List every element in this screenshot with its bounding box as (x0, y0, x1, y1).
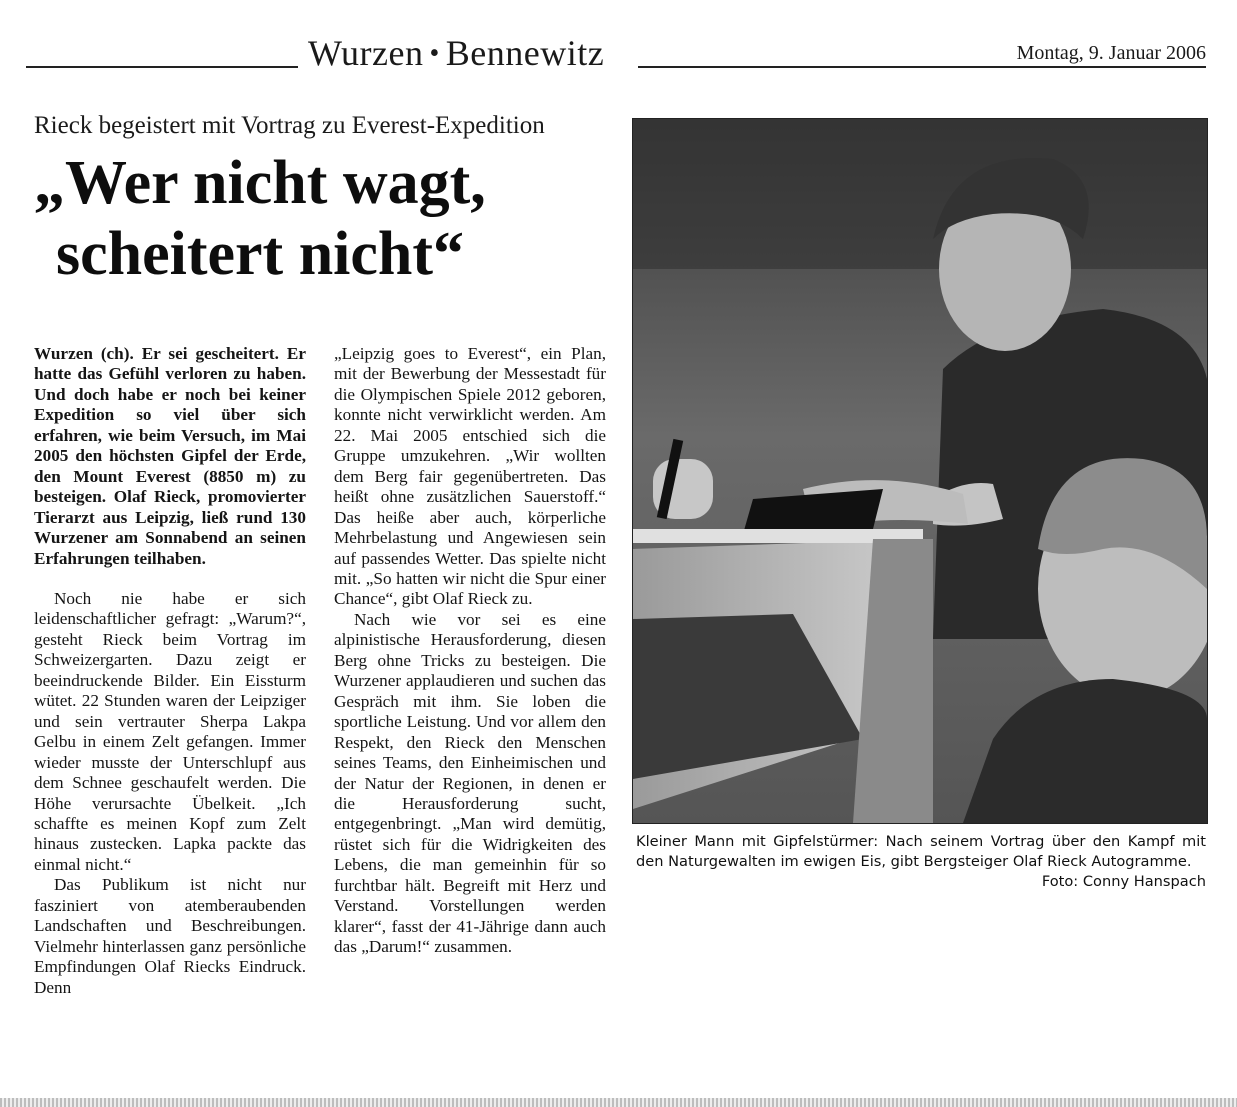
article-photo (632, 118, 1208, 824)
article-paragraph: Nach wie vor sei es eine alpinistische Herausforderung, diesen Berg ohne Tricks zu besteigen. Die Wurzener applaudieren und suchen das Gespräch mit ihm. Sie loben die sportliche Leistung. Und vor allem den Respekt, den Rieck den Menschen seines Teams, den Einheimischen und der Natur der Regionen, in denen er die Herausforderung sucht, entgegenbringt. „Man wird demütig, rüstet sich für die Widrigkeiten des Lebens, die man gemeinhin für so furchtbar hält. Begreift mit Herz und Verstand. Vorstellungen werden klarer“, fasst der 41-Jährige dann auch das „Darum!“ zusammen. (334, 609, 606, 957)
section-name-wurzen: Wurzen (308, 33, 424, 73)
headline-line-1: „Wer nicht wagt, (34, 149, 486, 217)
photo-illustration (633, 119, 1207, 823)
headline-line-2: scheitert nicht“ (56, 220, 465, 288)
article-lead: Wurzen (ch). Er sei gescheitert. Er hatte das Gefühl verloren zu haben. Und doch habe er noch bei keiner Expedition so viel über sich erfahren, wie beim Versuch, im Mai 2005 den höchsten Gipfel der Erde, den Mount Everest (8850 m) zu besteigen. Olaf Rieck, promovierter Tierarzt aus Leipzig, ließ rund 130 Wurzener am Sonnabend an seinen Erfahrungen teilhaben. (34, 344, 306, 568)
section-title (308, 32, 604, 74)
masthead-rule-right (638, 66, 1206, 68)
scan-edge (0, 1098, 1237, 1107)
article-column-1 (34, 344, 306, 998)
article-paragraph: Das Publikum ist nicht nur fasziniert von atemberaubenden Landschaften und Beschreibungen. Vielmehr hinterlassen ganz persönliche Empfindungen Olaf Riecks Eindruck. Denn (34, 875, 306, 997)
photo-credit: Foto: Conny Hanspach (1041, 873, 1206, 890)
article-paragraph: Noch nie habe er sich leidenschaftlicher gefragt: „Warum?“, gesteht Rieck beim Vortrag im Schweizergarten. Dazu zeigt er beeindruckende Bilder. Ein Eissturm wütet. 22 Stunden waren der Leipziger und sein vertrauter Sherpa Lakpa Gelbu in einem Zelt gefangen. Immer wieder musste der Unterschlupf aus dem Schnee geschaufelt werden. Die Höhe verursachte Übelkeit. „Ich schaffte es meinen Kopf zum Zelt hinaus zustecken. Lapka packte das einmal nicht.“ (34, 588, 306, 874)
masthead (26, 28, 1206, 76)
section-separator: • (429, 38, 440, 69)
article-column-2 (334, 344, 606, 958)
photo-caption: Kleiner Mann mit Gipfelstürmer: Nach seinem Vortrag über den Kampf mit den Naturgewalten im ewigen Eis, gibt Bergsteiger Olaf Rieck Autogramme. (636, 833, 1206, 870)
issue-date: Montag, 9. Januar 2006 (1009, 42, 1206, 65)
masthead-rule-left (26, 66, 298, 68)
article-kicker: Rieck begeistert mit Vortrag zu Everest-Expedition (34, 112, 545, 139)
article-headline (34, 148, 630, 290)
section-name-bennewitz: Bennewitz (445, 33, 605, 73)
article-paragraph: „Leipzig goes to Everest“, ein Plan, mit der Bewerbung der Messestadt für die Olympischen Spiele 2012 geboren, konnte nicht verwirklicht werden. Am 22. Mai 2005 entschied sich die Gruppe umzukehren. „Wir wollten dem Berg fair gegenübertreten. Das heißt ohne zusätzlichen Sauerstoff.“ Das heiße aber auch, körperliche Mehrbelastung und Angewiesen sein auf passendes Wetter. Das spielte nicht mit. „So hatten wir nicht die Spur einer Chance“, gibt Olaf Rieck zu. (334, 344, 606, 609)
